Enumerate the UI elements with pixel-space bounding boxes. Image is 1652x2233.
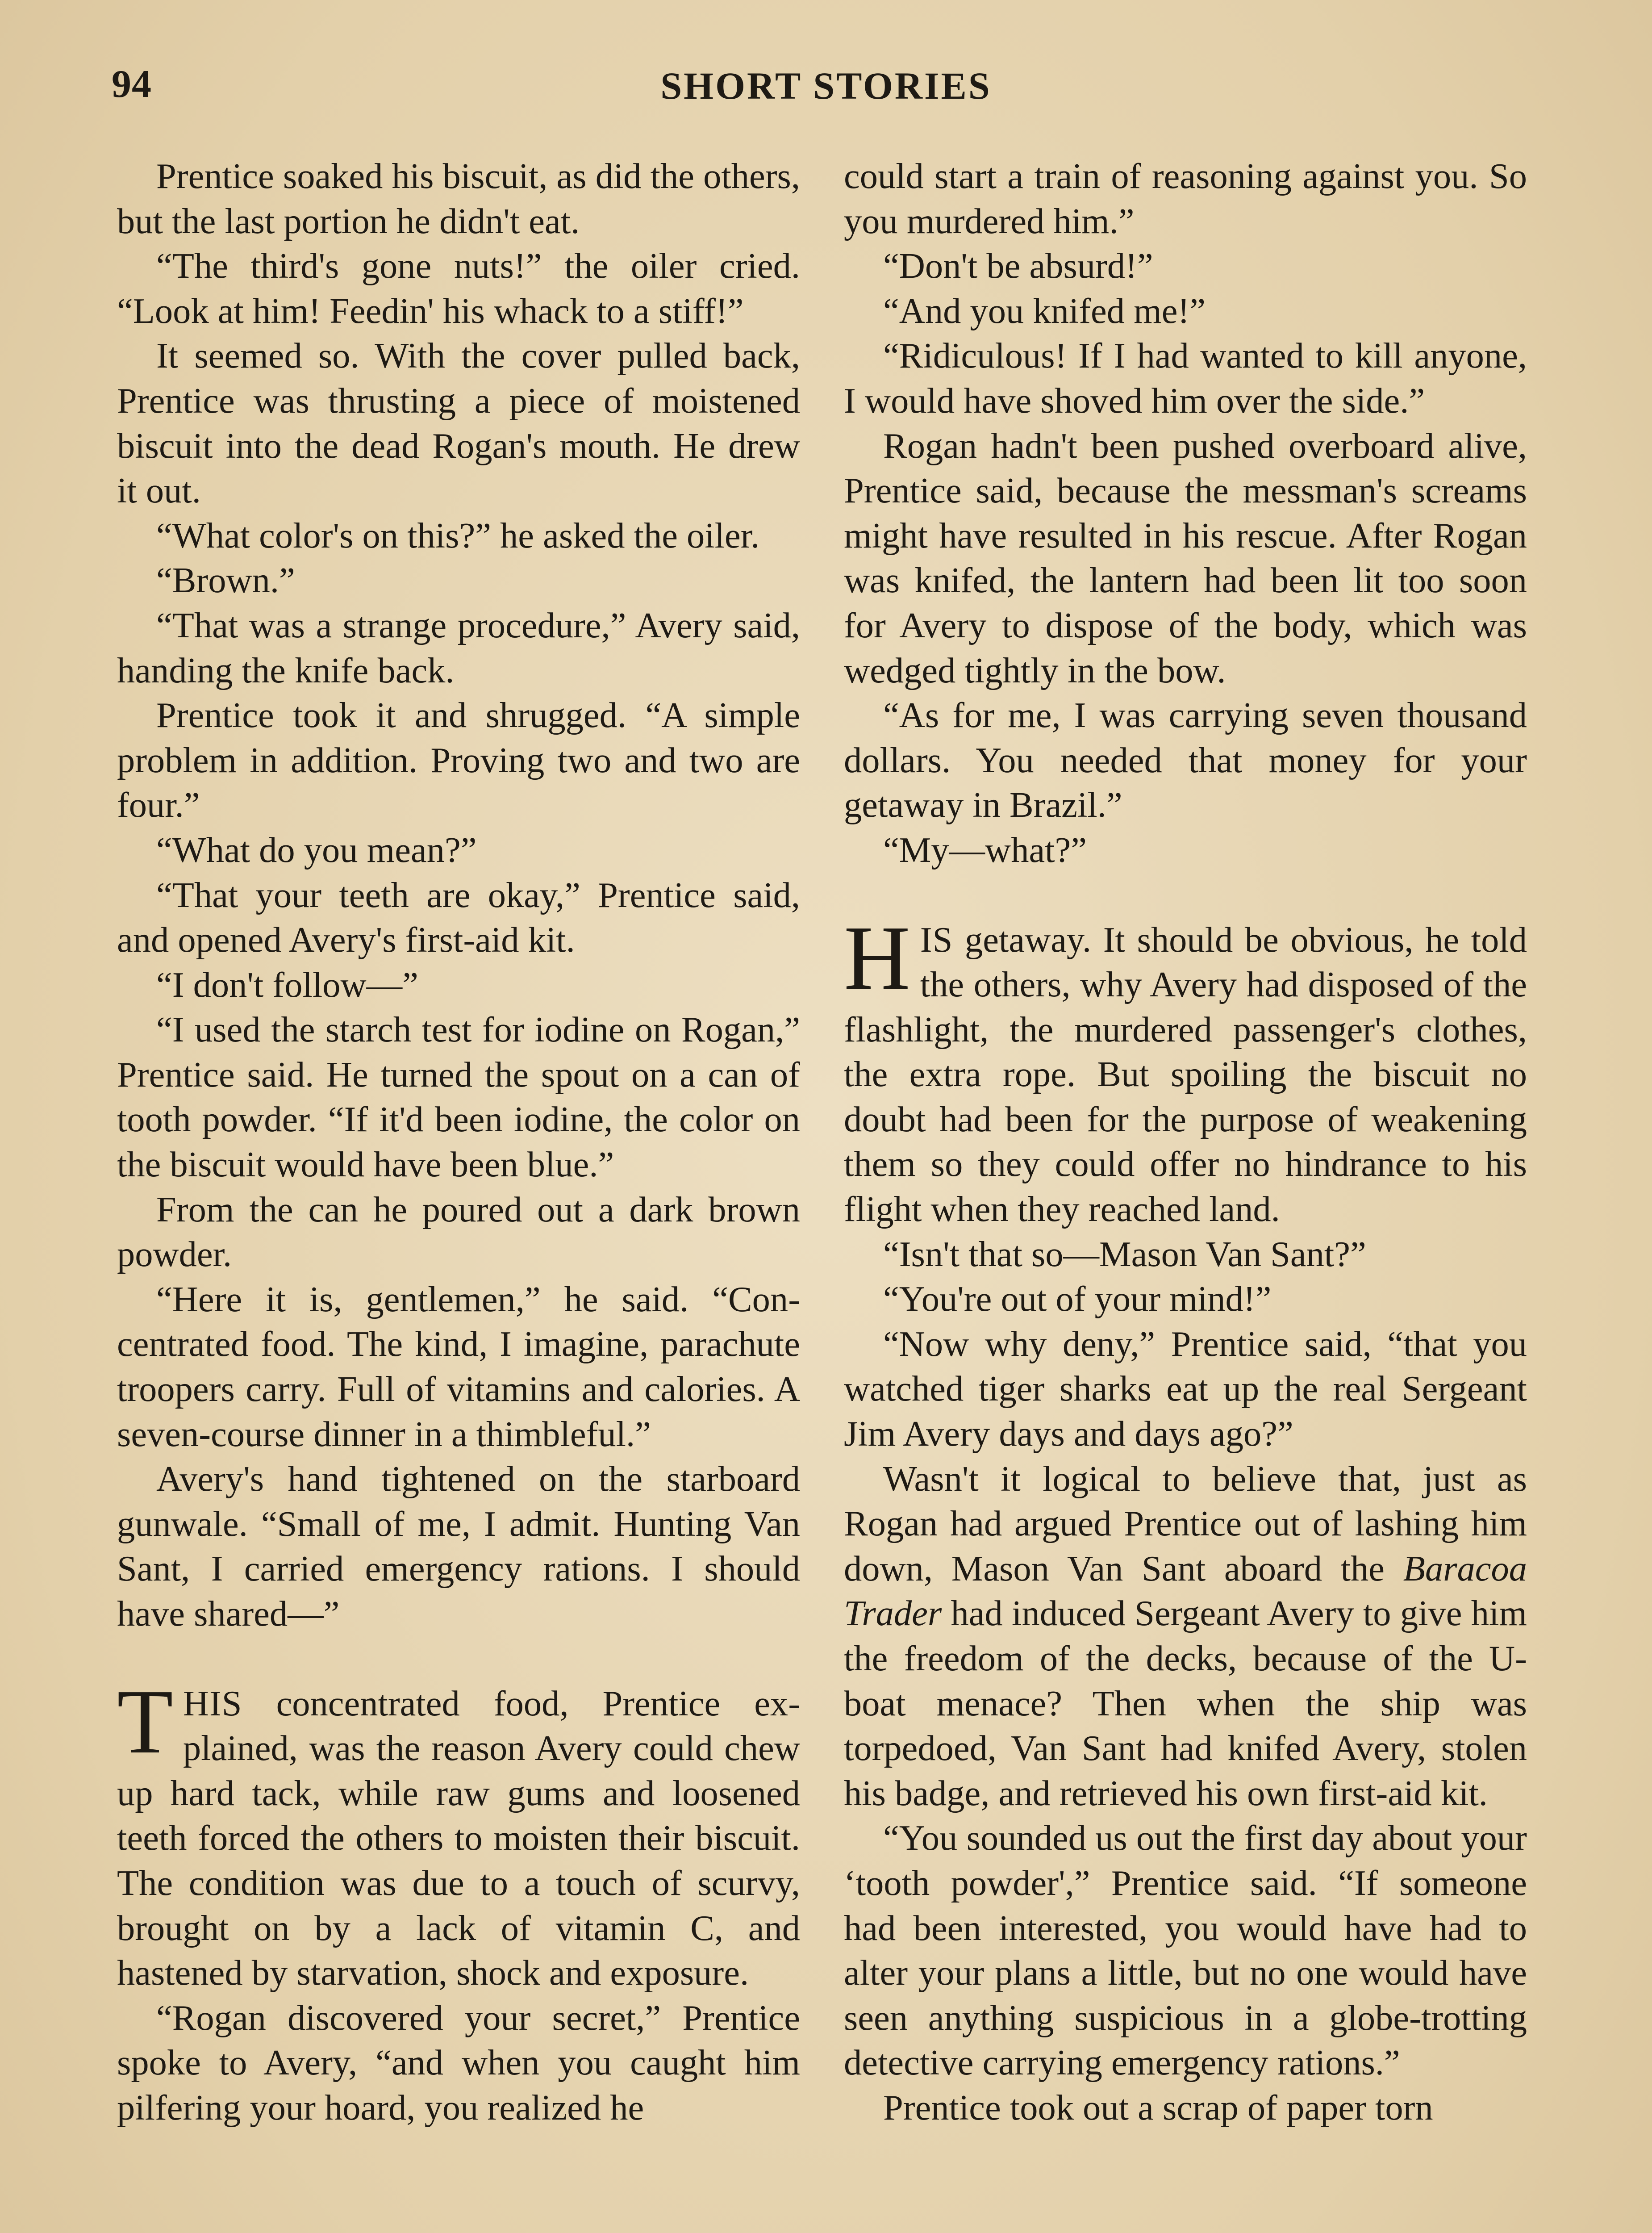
right-column xyxy=(844,154,1527,2131)
paragraph: Prentice soaked his biscuit, as did the others, but the last portion he didn't eat. xyxy=(117,156,801,241)
paragraph-text: concentrated food, Prentice explained, was the reason Avery could chew up hard tack, while raw gums and loosened teeth forced the others to moisten their biscuit. The condition was due to a touch of scurvy, brought on by a lack of vitamin C, and hastened by starvation, shock and exposure. xyxy=(117,1683,800,1993)
lead-in: HIS xyxy=(183,1683,242,1723)
paragraph: “I used the starch test for iodine on Rogan,” Prentice said. He turned the spout on a can of tooth powder. “If it'd been iodine, the color on the biscuit would have been blue.” xyxy=(117,1010,800,1185)
paragraph xyxy=(844,1457,1527,1816)
paragraph: “Brown.” xyxy=(156,560,295,601)
running-title: SHORT STORIES xyxy=(660,64,992,107)
paragraph: “That your teeth are okay,” Prentice said, and opened Avery's first-aid kit. xyxy=(117,875,800,960)
paragraph: “Rogan discovered your secret,” Prentice spoke to Avery, “and when you caught him pilfering your hoard, you realized he xyxy=(117,1998,800,2128)
section-opening-paragraph xyxy=(844,906,1527,1232)
paragraph: “And you knifed me!” xyxy=(883,291,1206,331)
section-opening-paragraph xyxy=(117,1670,800,1996)
paragraph: “Here it is, gentlemen,” he said. “Concentrated food. The kind, I imagine, parachute troopers carry. Full of vitamins and calories. A seven-course dinner in a thimbleful.” xyxy=(117,1279,800,1454)
left-column xyxy=(117,154,800,2131)
paragraph: It seemed so. With the cover pulled back, Prentice was thrusting a piece of moistened biscuit into the dead Rogan's mouth. He drew it out. xyxy=(117,336,800,511)
paragraph: “What do you mean?” xyxy=(156,830,477,870)
paragraph: “Isn't that so—Mason Van Sant?” xyxy=(883,1234,1366,1274)
paragraph: Prentice took out a scrap of paper torn xyxy=(883,2087,1433,2128)
paragraph-text: Wasn't it logical to believe that, just as Rogan had argued Prentice out of lashing him down, Mason Van Sant aboard the xyxy=(844,1459,1527,1589)
paragraph: “That was a strange procedure,” Avery said, handing the knife back. xyxy=(117,605,800,690)
paragraph: “What color's on this?” he asked the oiler. xyxy=(156,515,760,556)
drop-cap: H xyxy=(844,906,910,1009)
paragraph: “Don't be absurd!” xyxy=(883,246,1153,286)
paragraph: “Now why deny,” Prentice said, “that you watched tiger sharks eat up the real Sergeant Jim Avery days and days ago?” xyxy=(844,1324,1527,1454)
paragraph: “I don't follow—” xyxy=(156,965,418,1005)
paragraph: “As for me, I was carrying seven thousand dollars. You needed that money for your getaway in Brazil.” xyxy=(844,695,1527,825)
paragraph: “My—what?” xyxy=(883,830,1087,870)
paragraph: Avery's hand tightened on the starboard gunwale. “Small of me, I admit. Hunting Van Sant, I carried emergency rations. I should have shared—” xyxy=(117,1459,800,1634)
paragraph: Prentice took it and shrugged. “A simple problem in addition. Proving two and two are four.” xyxy=(117,695,800,825)
ship-name: Baracoa Trader xyxy=(844,1548,1527,1634)
drop-cap: T xyxy=(117,1670,173,1773)
paragraph: “You sounded us out the first day about your ‘tooth powder',” Prentice said. “If someone had been interested, you would have had to alter your plans a little, but no one would have seen anything suspicious in a globe-trotting detective carrying emergency rations.” xyxy=(844,1818,1527,2083)
paragraph: “You're out of your mind!” xyxy=(883,1279,1272,1319)
paragraph: “The third's gone nuts!” the oiler cried. “Look at him! Feedin' his whack to a stiff!” xyxy=(117,246,800,331)
paragraph: “Ridiculous! If I had wanted to kill anyone, I would have shoved him over the side.” xyxy=(844,336,1527,421)
continued-paragraph: could start a train of reasoning against you. So you murdered him.” xyxy=(844,156,1527,241)
lead-in: IS xyxy=(920,920,953,960)
paragraph-text: getaway. It should be obvious, he told the others, why Avery had disposed of the flashlight, the murdered passenger's clothes, the extra rope. But spoiling the biscuit no doubt had been for the purpose of weakening them so they could offer no hindrance to his flight when they reached land. xyxy=(844,920,1527,1229)
page-number: 94 xyxy=(112,63,152,106)
paragraph: Rogan hadn't been pushed overboard alive, Prentice said, because the messman's screams might have resulted in his rescue. After Rogan was knifed, the lantern had been lit too soon for Avery to dispose of the body, which was wedged tightly in the bow. xyxy=(844,426,1527,690)
paragraph: From the can he poured out a dark brown powder. xyxy=(117,1189,800,1275)
paragraph-text: had induced Sergeant Avery to give him the freedom of the decks, because of the U-boat menace? Then when the ship was torpedoed, Van Sant had knifed Avery, stolen his badge, and retrieved his own first-aid kit. xyxy=(844,1593,1527,1813)
